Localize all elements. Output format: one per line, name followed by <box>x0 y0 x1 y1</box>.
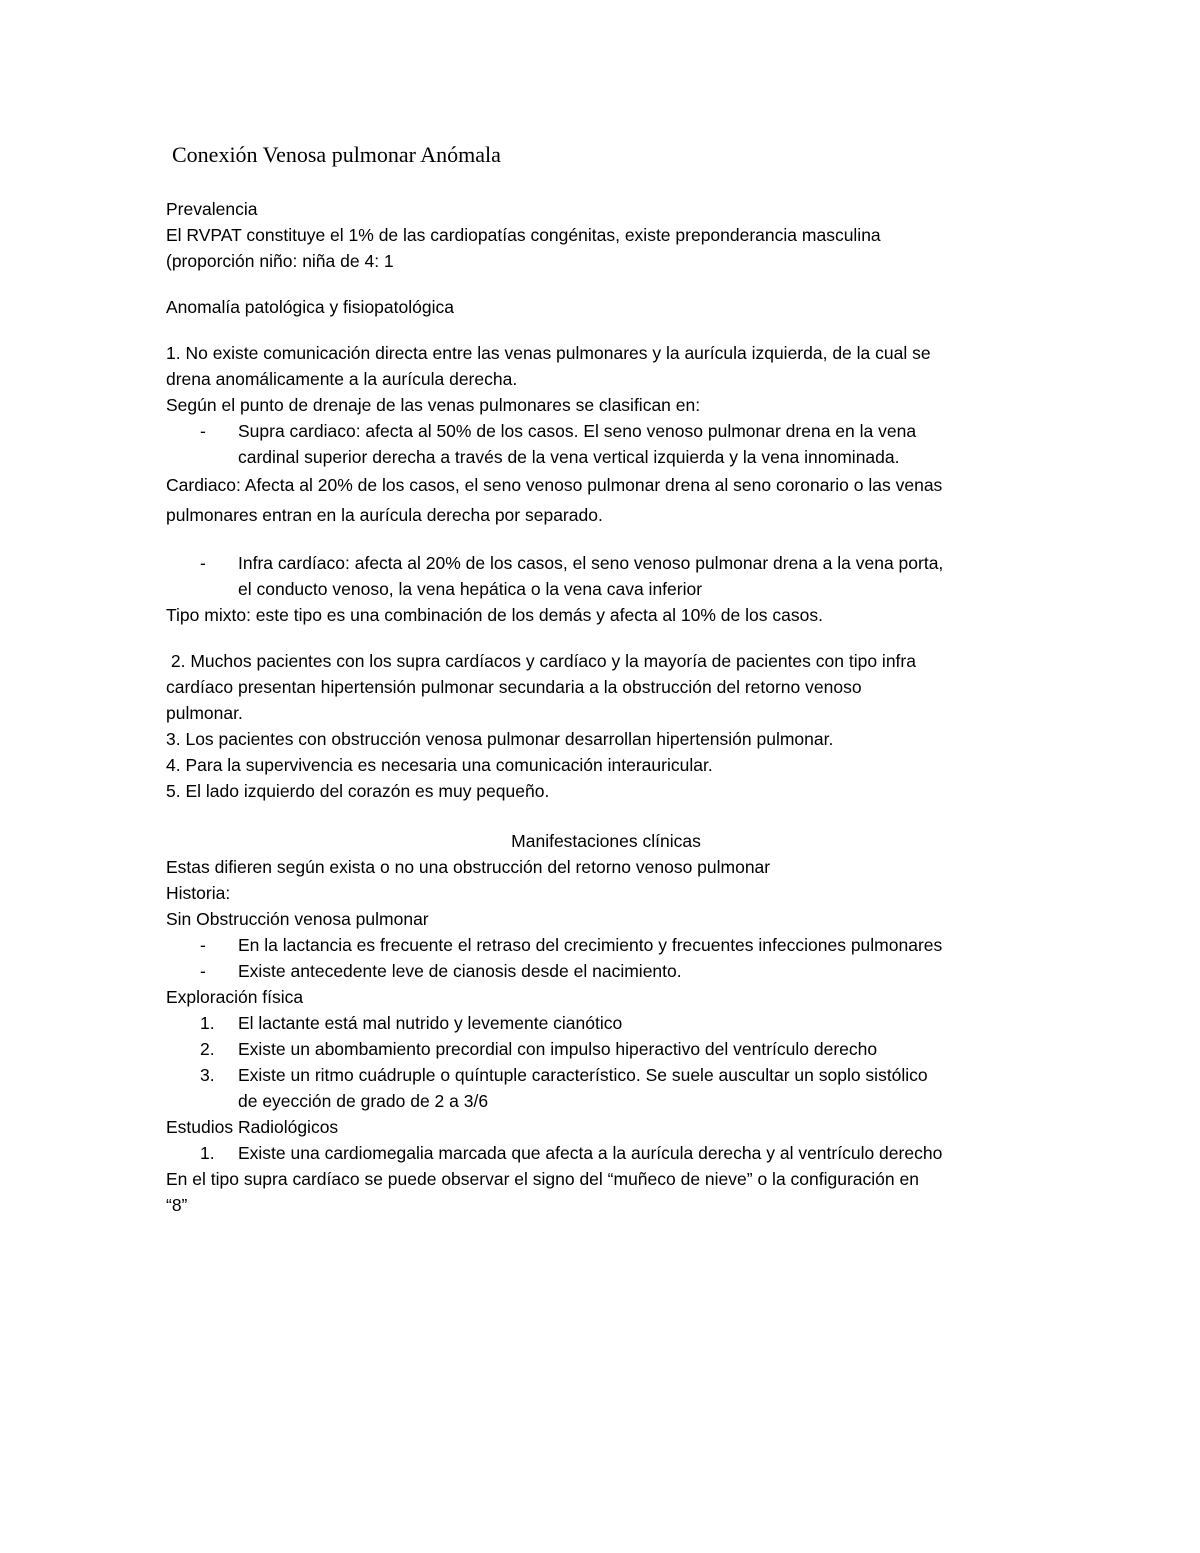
list-item-line: Existe un abombamiento precordial con impulso hiperactivo del ventrículo derecho <box>238 1039 878 1059</box>
numbered-item <box>166 1140 1046 1166</box>
list-item-line: el conducto venoso, la vena hepática o la vena cava inferior <box>238 579 703 599</box>
list-item-supra <box>166 418 1046 470</box>
list-marker: - <box>200 961 206 981</box>
prevalencia-text-line: (proporción niño: niña de 4: 1 <box>166 251 394 271</box>
subheading: Historia: <box>166 883 231 903</box>
list-item <box>166 932 1046 958</box>
list-item-line: Existe una cardiomegalia marcada que afecta a la aurícula derecha y al ventrículo derecho <box>238 1143 943 1163</box>
list-number: 1. <box>200 1143 215 1163</box>
list-marker: - <box>200 935 206 955</box>
page-title: Conexión Venosa pulmonar Anómala <box>172 142 501 167</box>
paragraph-line: pulmonares entran en la aurícula derecha por separado. <box>166 505 603 525</box>
list-item-line: Existe antecedente leve de cianosis desde el nacimiento. <box>238 961 682 981</box>
subheading: Estudios Radiológicos <box>166 1117 339 1137</box>
list-number: 1. <box>200 1013 215 1033</box>
paragraph-line: Estas difieren según exista o no una obstrucción del retorno venoso pulmonar <box>166 857 771 877</box>
list-item <box>166 958 1046 984</box>
numbered-item <box>166 1010 1046 1036</box>
list-item-line: de eyección de grado de 2 a 3/6 <box>238 1091 489 1111</box>
document-body <box>166 141 1046 1218</box>
paragraph-line: 5. El lado izquierdo del corazón es muy pequeño. <box>166 781 550 801</box>
list-number: 3. <box>200 1065 215 1085</box>
numbered-item <box>166 1036 1046 1062</box>
paragraph-line: 1. No existe comunicación directa entre las venas pulmonares y la aurícula izquierda, de la cual se <box>166 343 931 363</box>
paragraph-line: 4. Para la supervivencia es necesaria una comunicación interauricular. <box>166 755 713 775</box>
anomalia-heading: Anomalía patológica y fisiopatológica <box>166 297 454 317</box>
list-item-infra <box>166 550 1046 602</box>
paragraph-line: pulmonar. <box>166 703 243 723</box>
list-item-line: El lactante está mal nutrido y levemente cianótico <box>238 1013 623 1033</box>
numbered-item <box>166 1062 1046 1114</box>
list-item-line: cardinal superior derecha a través de la vena vertical izquierda y la vena innominada. <box>238 447 900 467</box>
list-marker: - <box>200 421 206 441</box>
paragraph-line: drena anomálicamente a la aurícula derecha. <box>166 369 518 389</box>
paragraph-line: Cardiaco: Afecta al 20% de los casos, el seno venoso pulmonar drena al seno coronario o las venas <box>166 475 943 495</box>
prevalencia-text-line: El RVPAT constituye el 1% de las cardiopatías congénitas, existe preponderancia masculina <box>166 225 881 245</box>
subheading: Exploración física <box>166 987 304 1007</box>
paragraph-line: 3. Los pacientes con obstrucción venosa pulmonar desarrollan hipertensión pulmonar. <box>166 729 834 749</box>
paragraph-line: 2. Muchos pacientes con los supra cardíacos y cardíaco y la mayoría de pacientes con tipo infra <box>166 651 916 671</box>
prevalencia-heading: Prevalencia <box>166 199 258 219</box>
list-item-line: Existe un ritmo cuádruple o quíntuple característico. Se suele auscultar un soplo sistólico <box>238 1065 928 1085</box>
list-item-line: Infra cardíaco: afecta al 20% de los casos, el seno venoso pulmonar drena a la vena porta, <box>238 553 944 573</box>
paragraph-line: En el tipo supra cardíaco se puede observar el signo del “muñeco de nieve” o la configuración en <box>166 1169 919 1189</box>
list-item-line: Supra cardiaco: afecta al 50% de los casos. El seno venoso pulmonar drena en la vena <box>238 421 917 441</box>
manifestaciones-heading: Manifestaciones clínicas <box>511 831 701 851</box>
paragraph-line: Tipo mixto: este tipo es una combinación de los demás y afecta al 10% de los casos. <box>166 605 823 625</box>
subheading: Sin Obstrucción venosa pulmonar <box>166 909 429 929</box>
paragraph-line: “8” <box>166 1195 188 1215</box>
paragraph-line: Según el punto de drenaje de las venas pulmonares se clasifican en: <box>166 395 701 415</box>
list-number: 2. <box>200 1039 215 1059</box>
paragraph-line: cardíaco presentan hipertensión pulmonar secundaria a la obstrucción del retorno venoso <box>166 677 862 697</box>
list-marker: - <box>200 553 206 573</box>
list-item-line: En la lactancia es frecuente el retraso del crecimiento y frecuentes infecciones pulmonares <box>238 935 943 955</box>
